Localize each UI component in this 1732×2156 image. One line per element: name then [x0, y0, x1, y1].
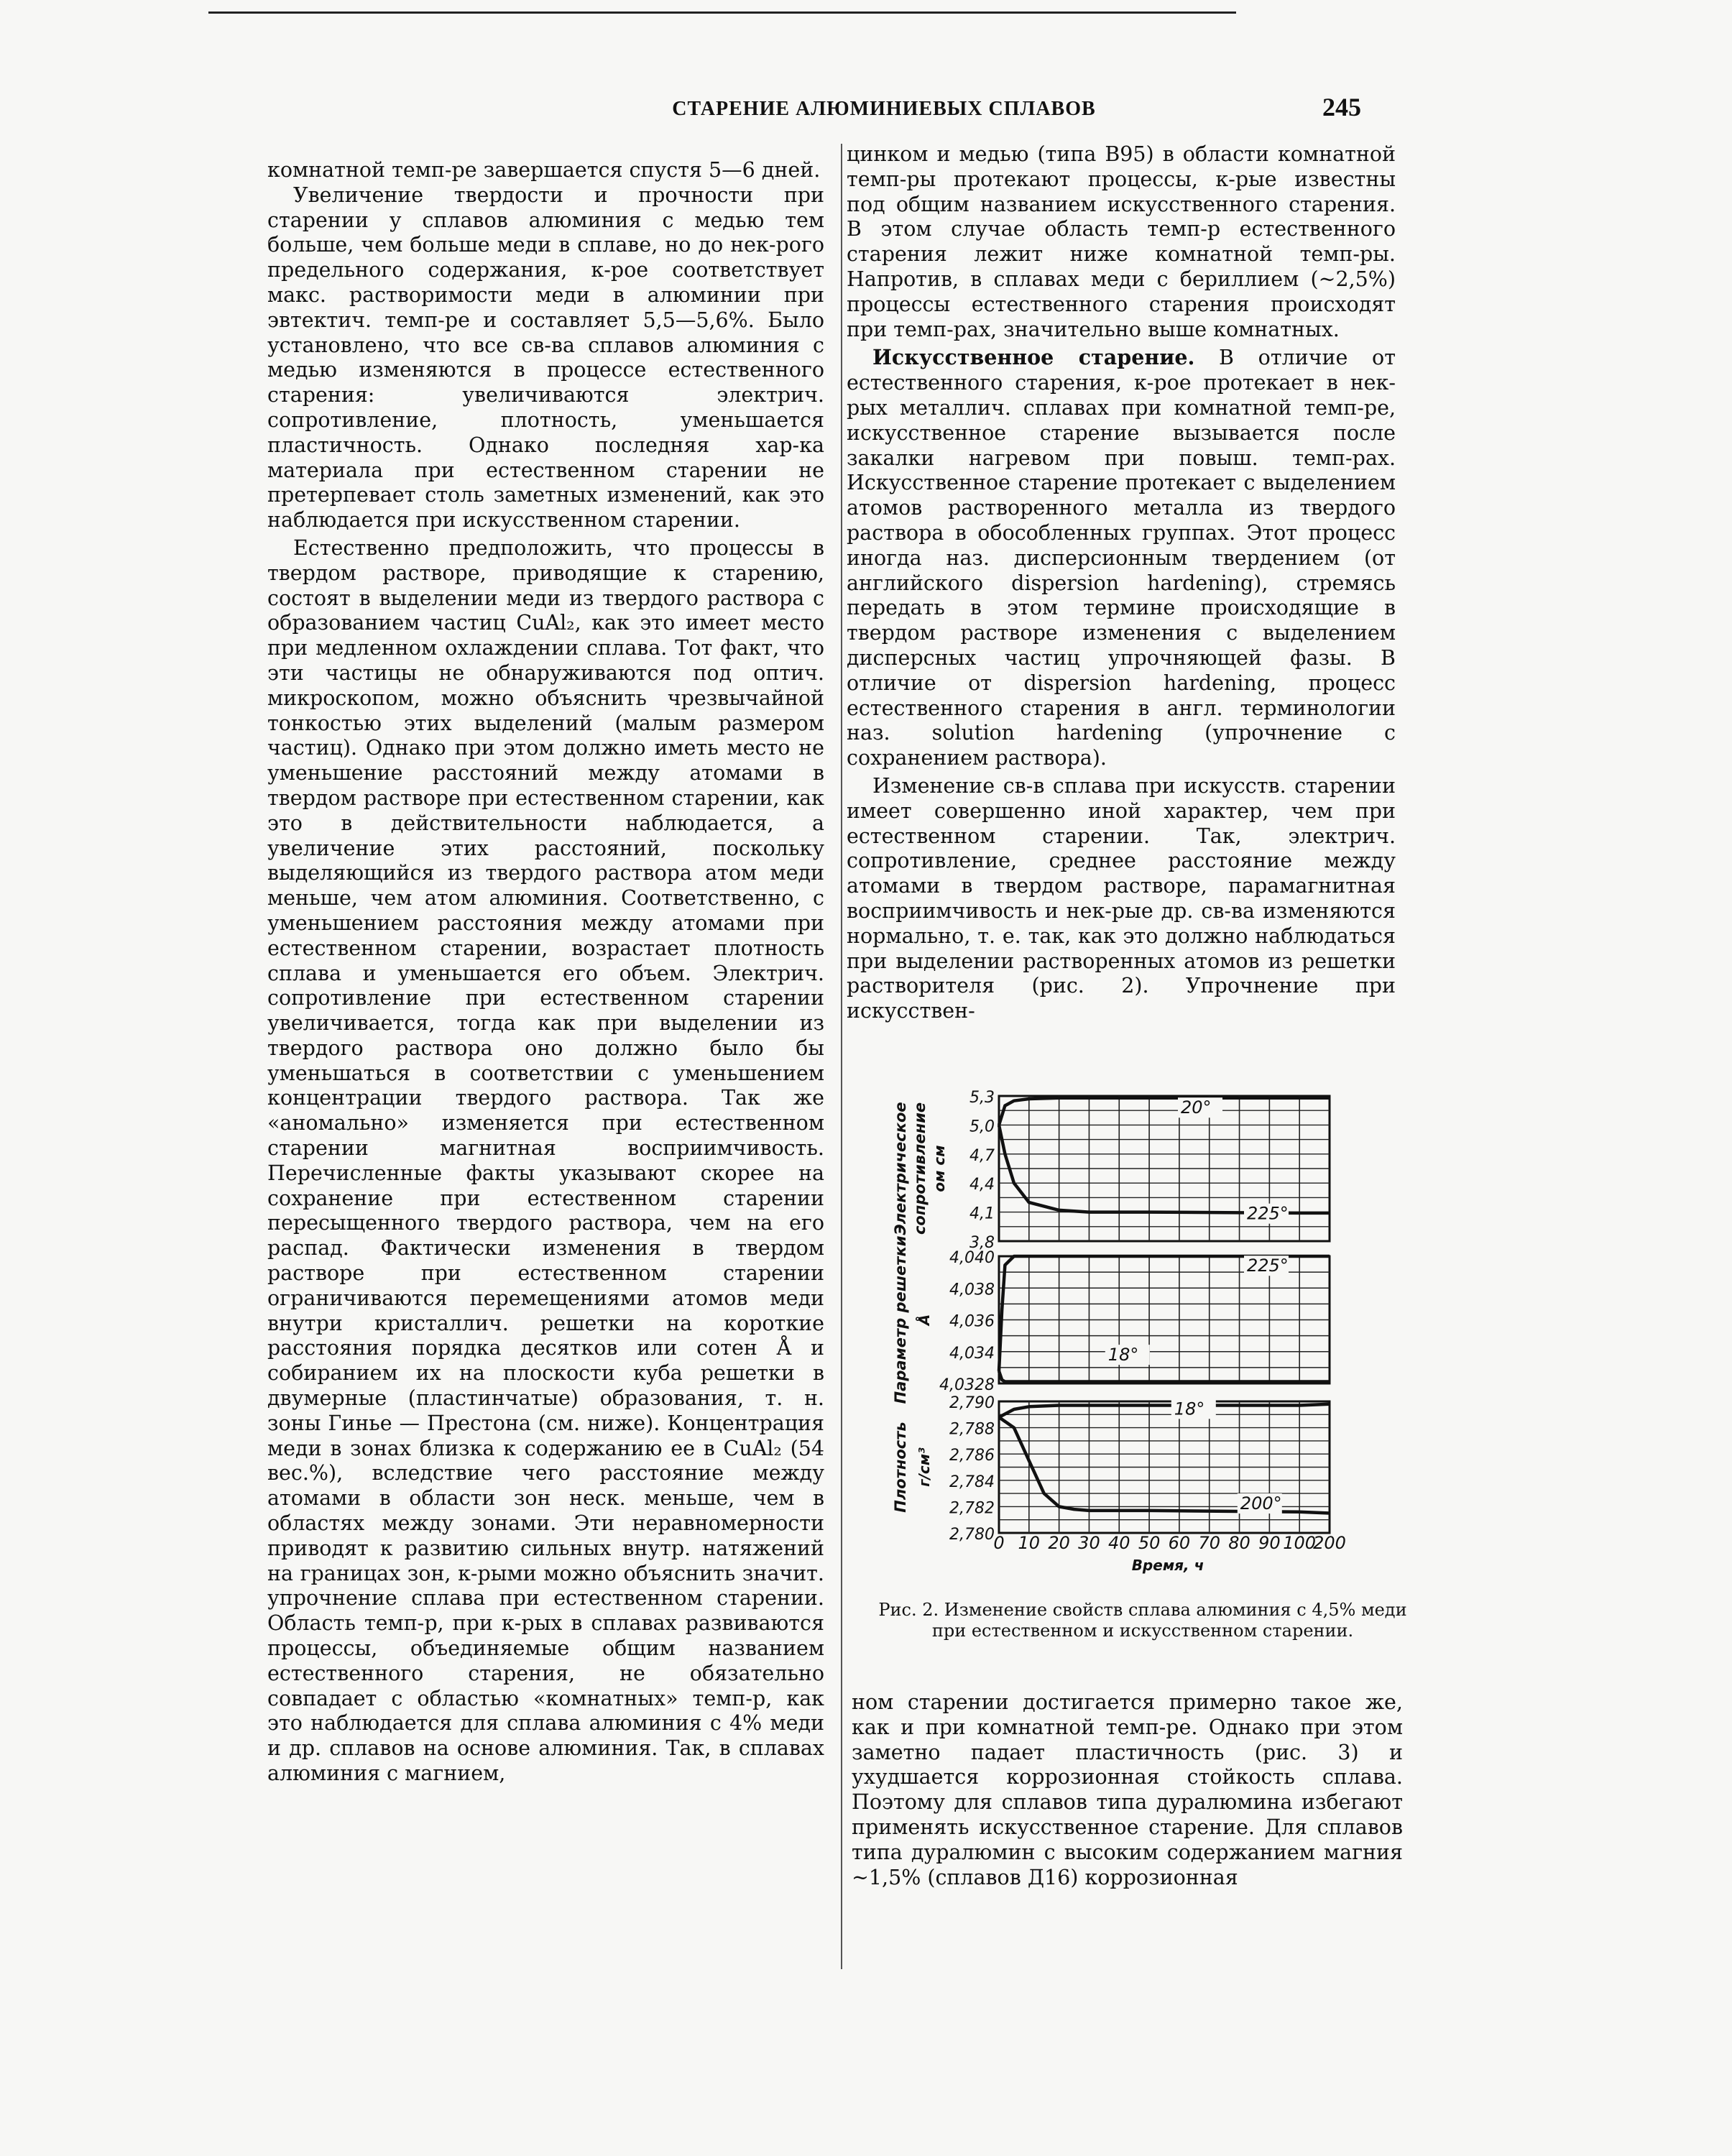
- series-label: 18°: [1174, 1399, 1205, 1419]
- y-tick-label: 4,7: [969, 1146, 995, 1165]
- paragraph-artificial-aging: [847, 345, 1396, 771]
- y-tick-label: 4,038: [949, 1281, 995, 1299]
- y-axis-label: Электрическое: [892, 1102, 909, 1235]
- x-tick-label: 70: [1198, 1533, 1221, 1553]
- y-axis-unit: ом см: [931, 1145, 948, 1192]
- section-heading: Искусственное старение.: [872, 345, 1195, 370]
- right-column-top: [847, 142, 1396, 1024]
- y-tick-label: 4,036: [949, 1312, 995, 1331]
- y-tick-label: 2,790: [949, 1394, 995, 1412]
- paragraph: Естественно предположить, что процессы в твердом растворе, приводящие к старению, состоят в выделении меди из твердого раствора с образованием частиц CuAl₂, как это имеет место при медленном охлаждении сплава. Тот факт, что эти частицы не обнаруживаются под оптич. микроскопом, можно объяснить чрезвычайной тонкостью этих выделений (малым размером частиц). Однако при этом должно иметь место не уменьшение расстояний между атомами в твердом растворе при естественном старении, как это в действительности наблюдается, а увеличение этих расстояний, поскольку выделяющийся из твердого раствора атом меди меньше, чем атом алюминия. Соответственно, с уменьшением расстояния между атомами при естественном старении, возрастает плотность сплава и уменьшается его объем. Электрич. сопротивление при естественном старении увеличивается, тогда как при выделении из твердого раствора оно должно было бы уменьшаться в соответствии с уменьшением концентрации твердого раствора. Так же «аномально» изменяется при естественном старении магнитная восприимчивость. Перечисленные факты указывают скорее на сохранение при естественном старении пересыщенного твердого раствора, чем на его распад. Фактически изменения в твердом растворе при естественном старении ограничиваются перемещениями атомов меди внутри кристаллич. решетки на короткие расстояния порядка десятков или сотен Å и собиранием их на плоскости куба решетки в двумерные (пластинчатые) образования, т. н. зоны Гинье — Престона (см. ниже). Концентрация меди в зонах близка к содержанию ее в CuAl₂ (54 вес.%), вследствие чего расстояние между атомами в области зон неск. меньше, чем в областях между зонами. Эти неравномерности приводят к развитию сильных внутр. натяжений на границах зон, к-рыми можно объяснить значит. упрочнение сплава при естественном старении. Область темп-р, при к-рых в сплавах развиваются процессы, объединяемые общим названием естественного старения, не обязательно совпадает с областью «комнатных» темп-р, как это наблюдается для сплава алюминия с 4% меди и др. сплавов на основе алюминия. Так, в сплавах алюминия с магнием,: [267, 535, 824, 1785]
- y-tick-label: 2,784: [949, 1473, 995, 1491]
- y-axis-unit: г/см³: [916, 1447, 933, 1487]
- series-label: 18°: [1107, 1345, 1139, 1365]
- paragraph: Увеличение твердости и прочности при старении у сплавов алюминия с медью тем больше, чем больше меди в сплаве, но до нек-рого предельного содержания, к-рое соответствует макс. растворимости меди в алюминии при эвтектич. темп-ре и составляет 5,5—5,6%. Было установлено, что все св-ва сплавов алюминия с медью изменяются в процессе естественного старения: увеличиваются электрич. сопротивление, плотность, уменьшается пластичность. Однако последняя хар-ка материала при естественном старении не претерпевает столь заметных изменений, как это наблюдается при искусственном старении.: [267, 183, 824, 533]
- paragraph: комнатной темп-ре завершается спустя 5—6 дней.: [267, 158, 821, 182]
- series-label: 225°: [1247, 1256, 1289, 1276]
- paragraph: цинком и медью (типа В95) в области комнатной темп-ры протекают процессы, к-рые известны под общим названием искусственного старения. В этом случае область темп-р естественного старения лежит ниже комнатной темп-ры. Напротив, в сплавах меди с бериллием (~2,5%) процессы естественного старения происходят при темп-рах, значительно выше комнатных.: [847, 142, 1396, 341]
- x-tick-label: 40: [1107, 1533, 1130, 1553]
- y-axis-label: Плотность: [892, 1422, 909, 1513]
- y-axis-unit: Å: [916, 1314, 933, 1326]
- x-tick-label: 90: [1258, 1533, 1281, 1553]
- x-tick-label: 80: [1228, 1533, 1250, 1553]
- y-tick-label: 5,0: [969, 1118, 995, 1136]
- x-tick-label: 100: [1283, 1533, 1317, 1553]
- figure-2: [873, 1082, 1419, 1599]
- left-column: [267, 158, 824, 1787]
- y-tick-label: 4,1: [969, 1204, 995, 1223]
- column-divider: [841, 144, 842, 1969]
- y-tick-label: 2,788: [949, 1420, 995, 1439]
- y-tick-label: 3,8: [969, 1234, 995, 1252]
- x-tick-label: 60: [1168, 1533, 1191, 1553]
- y-tick-label: 4,040: [949, 1249, 995, 1267]
- x-tick-label: 0: [993, 1533, 1005, 1553]
- series-line: [999, 1404, 1330, 1417]
- running-title: СТАРЕНИЕ АЛЮМИНИЕВЫХ СПЛАВОВ: [672, 98, 1096, 120]
- series-label: 225°: [1247, 1203, 1289, 1224]
- x-tick-label: 200: [1313, 1533, 1346, 1553]
- paragraph-text: В отличие от естественного старения, к-рое протекает в нек-рых металлич. сплавах при комнатной темп-ре, искусственное старение вызывается после закалки нагревом при повыш. темп-рах. Искусственное старение протекает с выделением атомов растворенного металла из твердого раствора в обособленных группах. Этот процесс иногда наз. дисперсионным твердением (от английского dispersion hardening), стремясь передать в этом термине происходящие в твердом растворе изменения с выделением дисперсных частиц упрочняющей фазы. В отличие от dispersion hardening, процесс естественного старения в англ. терминологии наз. solution hardening (упрочнение с сохранением раствора).: [847, 346, 1396, 770]
- y-tick-label: 2,780: [949, 1526, 995, 1544]
- x-tick-label: 50: [1138, 1533, 1161, 1553]
- y-tick-label: 4,4: [969, 1176, 995, 1194]
- figure-caption: Рис. 2. Изменение свойств сплава алюминия с 4,5% меди при естественном и искусственном старении.: [878, 1600, 1407, 1641]
- right-column-bottom: [852, 1690, 1403, 1890]
- x-tick-label: 20: [1048, 1533, 1070, 1553]
- page-number: 245: [1322, 93, 1361, 121]
- series-label: 20°: [1181, 1097, 1212, 1118]
- series-line: [999, 1098, 1330, 1125]
- figure-2-chart: [873, 1082, 1419, 1599]
- series-line: [999, 1371, 1330, 1382]
- series-label: 200°: [1240, 1493, 1282, 1514]
- y-tick-label: 4,0328: [939, 1376, 995, 1394]
- paragraph: ном старении достигается примерно такое же, как и при комнатной темп-ре. Однако при этом заметно падает пластичность (рис. 3) и ухудшается коррозионная стойкость сплава. Поэтому для сплавов типа дуралюмина избегают применять искусственное старение. Для сплавов типа дуралюмин с высоким содержанием магния ~1,5% (сплавов Д16) коррозионная: [852, 1690, 1403, 1889]
- paragraph: Изменение св-в сплава при искусств. старении имеет совершенно иной характер, чем при естественном старении. Так, электрич. сопротивление, среднее расстояние между атомами в твердом растворе, парамагнитная восприимчивость и нек-рые др. св-ва изменяются нормально, т. е. так, как это должно наблюдаться при выделении растворенных атомов из решетки растворителя (рис. 2). Упрочнение при искусствен-: [847, 773, 1396, 1023]
- top-rule: [208, 11, 1236, 14]
- y-axis-label: сопротивление: [911, 1102, 929, 1235]
- y-axis-label: Параметр решетки: [892, 1235, 909, 1404]
- x-axis-label: Время, ч: [1131, 1557, 1204, 1574]
- x-tick-label: 30: [1078, 1533, 1100, 1553]
- y-tick-label: 2,786: [949, 1447, 995, 1465]
- y-tick-label: 5,3: [969, 1089, 995, 1107]
- y-tick-label: 2,782: [949, 1499, 995, 1518]
- y-tick-label: 4,034: [949, 1344, 995, 1363]
- x-tick-label: 10: [1018, 1533, 1041, 1553]
